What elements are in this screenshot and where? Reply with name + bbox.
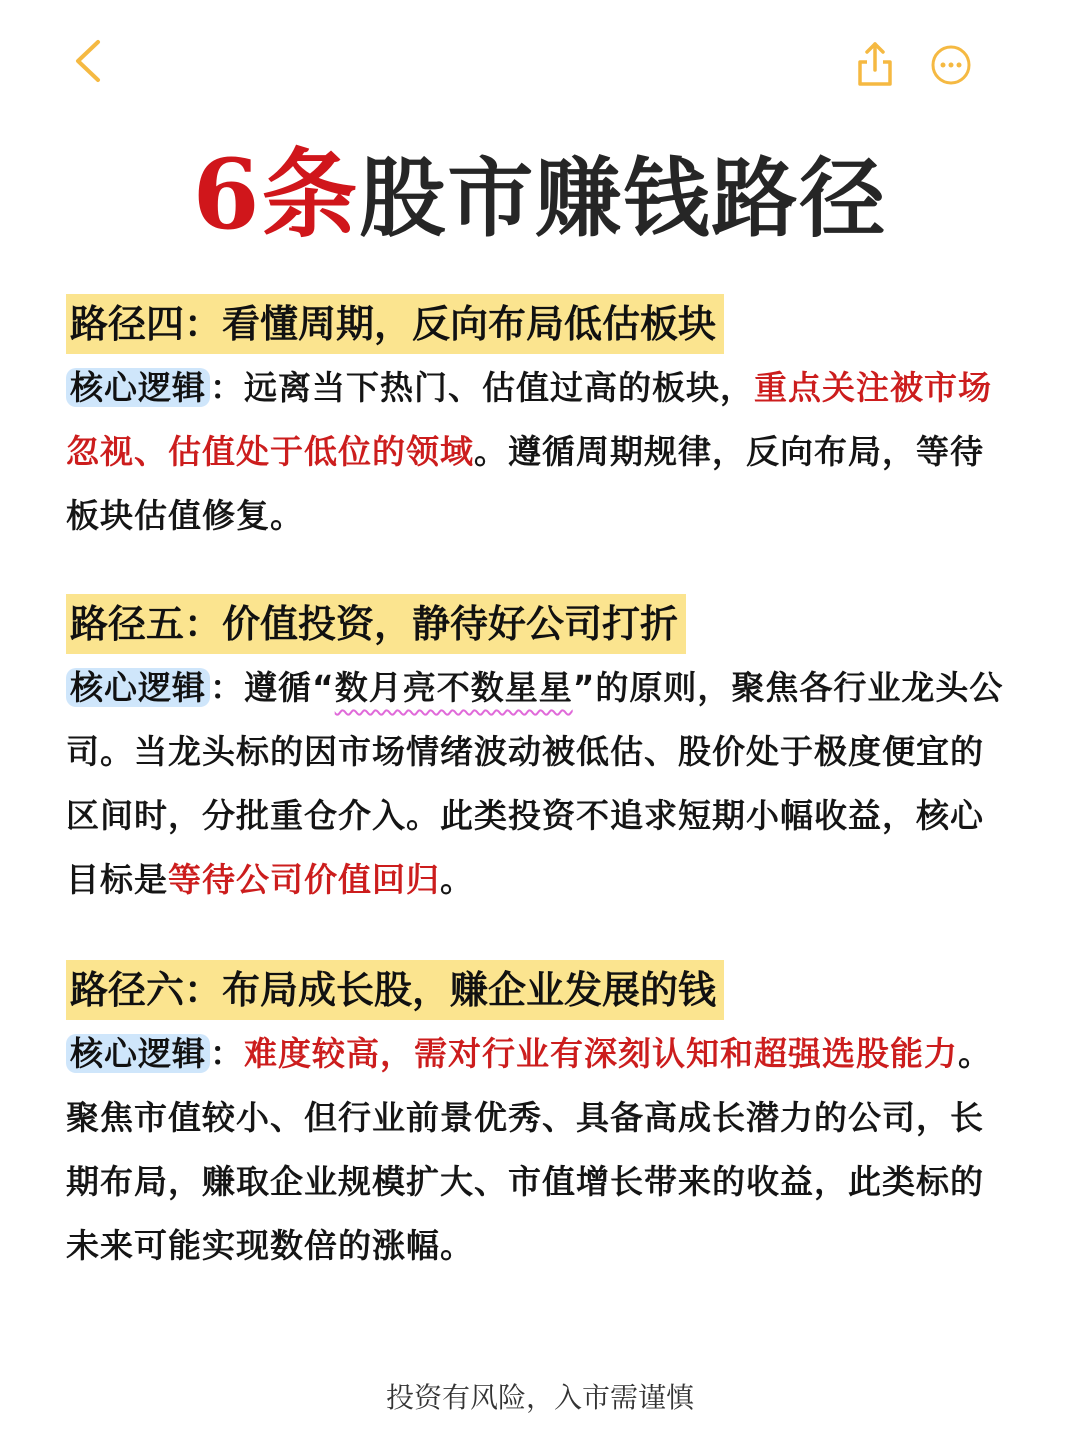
- core-logic-tag: 核心逻辑: [66, 1034, 210, 1073]
- section-path-four: [66, 294, 1016, 548]
- body-text: ”的原则，聚焦各行业龙头公司。当龙头标的因市场情绪波动被低估、股价处于极度便宜的区间时，分批重仓介入。此类投资不追求短期小幅收益，核心目标是: [66, 668, 1004, 899]
- body-text: 。遵循周期规律，反向布局，等待板块估值修复。: [66, 432, 984, 535]
- core-logic-tag: 核心逻辑: [66, 368, 210, 407]
- body-text: 。: [440, 860, 474, 899]
- back-icon[interactable]: [66, 36, 110, 86]
- section-path-five: [66, 594, 1016, 912]
- body-highlight: 等待公司价值回归: [168, 860, 440, 899]
- risk-disclaimer: 投资有风险，入市需谨慎: [385, 1381, 694, 1414]
- tag-colon: ：: [210, 1034, 244, 1073]
- section-heading: 路径五：价值投资，静待好公司打折: [66, 594, 686, 654]
- wavy-underlined-text: 数月亮不数星星: [334, 668, 573, 707]
- share-icon[interactable]: [852, 40, 898, 88]
- title-text: 股市赚钱路径: [359, 149, 888, 249]
- page-title: [0, 140, 1080, 250]
- body-highlight: 重点关注被市场忽视、估值处于低位的领域: [66, 368, 992, 471]
- body-highlight: 难度较高，需对行业有深刻认知和超强选股能力: [244, 1034, 958, 1073]
- more-icon[interactable]: [928, 42, 974, 88]
- section-body: [66, 356, 1016, 548]
- tag-colon: ：: [210, 668, 244, 707]
- section-path-six: [66, 960, 1016, 1278]
- body-text: 。聚焦市值较小、但行业前景优秀、具备高成长潜力的公司，长期布局，赚取企业规模扩大、市值增长带来的收益，此类标的未来可能实现数倍的涨幅。: [66, 1034, 992, 1265]
- body-text: 遵循“: [244, 668, 335, 707]
- top-bar: [0, 0, 1080, 120]
- tag-colon: ：: [210, 368, 244, 407]
- section-body: [66, 656, 1016, 912]
- section-heading: 路径四：看懂周期，反向布局低估板块: [66, 294, 724, 354]
- section-body: [66, 1022, 1016, 1278]
- core-logic-tag: 核心逻辑: [66, 668, 210, 707]
- body-text: 远离当下热门、估值过高的板块，: [244, 368, 754, 407]
- title-number: 6条: [192, 138, 360, 251]
- section-heading: 路径六：布局成长股，赚企业发展的钱: [66, 960, 724, 1020]
